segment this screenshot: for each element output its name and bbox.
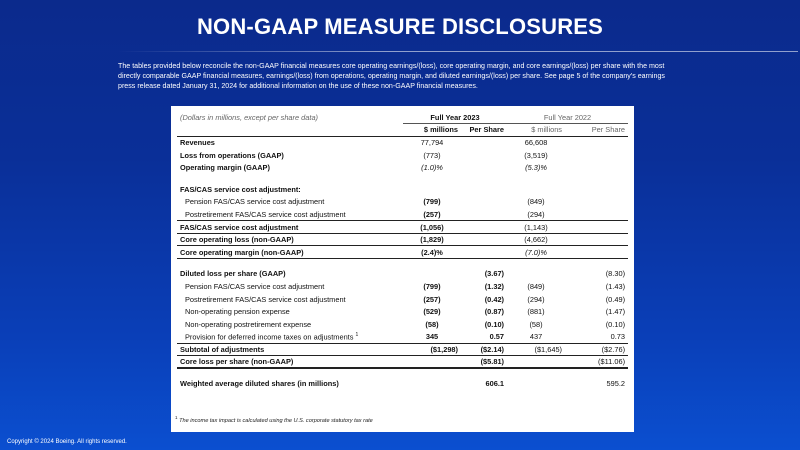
row-label: Diluted loss per share (GAAP) — [180, 269, 286, 279]
row-label: Non-operating postretirement expense — [185, 319, 312, 329]
footnote-mark: 1 — [175, 415, 178, 420]
table-row — [177, 293, 628, 306]
table-row — [177, 280, 628, 293]
cell-value: (799) — [423, 281, 441, 291]
cell-value: 0.57 — [489, 332, 505, 342]
table-row — [177, 183, 628, 196]
cell-value: (881) — [527, 307, 545, 317]
cell-value: (529) — [423, 307, 441, 317]
row-label: Non-operating pension expense — [185, 307, 290, 317]
cell-value: 345 — [425, 332, 439, 342]
table-footnote — [175, 415, 373, 424]
table-row — [177, 149, 628, 162]
cell-value: (294) — [527, 294, 545, 304]
cell-value: (7.0)% — [507, 246, 565, 259]
row-label: Pension FAS/CAS service cost adjustment — [185, 197, 325, 207]
cell-value: (4,662) — [507, 233, 565, 246]
cell-value: (2.4)% — [403, 246, 461, 259]
cell-value: 437 — [529, 332, 543, 342]
row-label: Operating margin (GAAP) — [180, 163, 270, 173]
table-header-row-1 — [177, 111, 628, 124]
cell-value: (3,519) — [524, 150, 548, 160]
cell-value: (1.43) — [605, 281, 626, 291]
cell-value: 606.1 — [485, 379, 505, 389]
reconciliation-table-panel — [171, 106, 634, 432]
intro-paragraph: The tables provided below reconcile the non-GAAP financial measures core operating earnings/(loss), core operating margin, and core earnings/(loss) per share with the most directly comparable GAAP financial measures, earnings/(loss) from operations, operating margin, and diluted earnings/(loss) per share. See page 5 of the company's earnings press release dated January 31, 2024 for additional information on the use of these non-GAAP financial measures. — [118, 62, 665, 90]
table-caption: (Dollars in millions, except per share data) — [180, 112, 319, 122]
cell-value: (0.10) — [605, 319, 626, 329]
cell-value: (58) — [425, 319, 439, 329]
header-millions-2023: $ millions — [403, 124, 461, 137]
table-row — [177, 305, 628, 318]
header-fy2022: Full Year 2022 — [507, 111, 628, 124]
row-label: Core operating margin (non-GAAP) — [177, 246, 403, 259]
cell-value: (0.87) — [484, 307, 505, 317]
cell-value: (5.3)% — [525, 163, 547, 173]
cell-value: (0.10) — [484, 319, 505, 329]
cell-value: ($11.06) — [565, 356, 628, 369]
table-row — [177, 196, 628, 209]
cell-value: (8.30) — [605, 269, 626, 279]
footnote-ref: 1 — [355, 331, 359, 338]
table-row — [177, 246, 628, 259]
cell-value: (0.49) — [605, 294, 626, 304]
cell-value: (0.42) — [484, 294, 505, 304]
row-label: FAS/CAS service cost adjustment: — [180, 184, 301, 194]
row-label — [177, 331, 403, 344]
row-label: Revenues — [180, 138, 215, 148]
row-label: Loss from operations (GAAP) — [180, 150, 284, 160]
row-label: Pension FAS/CAS service cost adjustment — [185, 281, 325, 291]
cell-value: (257) — [423, 209, 441, 219]
cell-value: ($1,645) — [507, 343, 565, 356]
table-row — [177, 161, 628, 174]
footnote-text: The income tax impact is calculated using the U.S. corporate statutory tax rate — [179, 417, 373, 424]
cell-value: (1.47) — [605, 307, 626, 317]
table-row — [177, 318, 628, 331]
cell-value: ($2.14) — [461, 343, 507, 356]
cell-value: (849) — [527, 281, 545, 291]
header-per-share-2022: Per Share — [565, 124, 628, 137]
table-row — [177, 331, 628, 344]
table-row — [177, 377, 628, 390]
cell-value: (58) — [529, 319, 543, 329]
cell-value: (1,829) — [403, 233, 461, 246]
row-label: Postretirement FAS/CAS service cost adjustment — [185, 209, 346, 219]
cell-value: ($5.81) — [461, 356, 507, 369]
row-label: Core operating loss (non-GAAP) — [177, 233, 403, 246]
cell-value: (773) — [423, 150, 441, 160]
header-fy2023: Full Year 2023 — [403, 111, 507, 124]
row-label: Postretirement FAS/CAS service cost adjustment — [185, 294, 346, 304]
cell-value: 595.2 — [606, 379, 626, 389]
row-label-text: Provision for deferred income taxes on adjustments — [185, 332, 354, 342]
reconciliation-table — [177, 111, 628, 390]
table-row — [177, 221, 628, 234]
cell-value: (1.0)% — [421, 163, 443, 173]
table-row — [177, 208, 628, 221]
cell-value: (1,056) — [403, 221, 461, 234]
row-label: Subtotal of adjustments — [177, 343, 403, 356]
title-divider — [118, 51, 798, 52]
row-label: FAS/CAS service cost adjustment — [177, 221, 403, 234]
cell-value: (3.67) — [484, 269, 505, 279]
cell-value: 77,794 — [420, 138, 444, 148]
cell-value: (257) — [423, 294, 441, 304]
cell-value: 66,608 — [524, 138, 548, 148]
row-label: Weighted average diluted shares (in millions) — [180, 379, 339, 389]
cell-value: (1.32) — [484, 281, 505, 291]
table-row — [177, 268, 628, 281]
row-label: Core loss per share (non-GAAP) — [177, 356, 403, 369]
cell-value: (849) — [527, 197, 545, 207]
cell-value: (294) — [527, 209, 545, 219]
cell-value: (799) — [423, 197, 441, 207]
table-row — [177, 233, 628, 246]
header-millions-2022: $ millions — [507, 124, 565, 137]
table-row — [177, 356, 628, 369]
cell-value: ($2.76) — [565, 343, 628, 356]
table-row — [177, 136, 628, 149]
copyright-notice: Copyright © 2024 Boeing. All rights reserved. — [7, 439, 127, 445]
cell-value: (1,143) — [507, 221, 565, 234]
cell-value: 0.73 — [610, 332, 626, 342]
table-row — [177, 343, 628, 356]
header-per-share-2023: Per Share — [461, 124, 507, 137]
page-title: NON-GAAP MEASURE DISCLOSURES — [196, 14, 604, 39]
cell-value: ($1,298) — [403, 343, 461, 356]
table-header-row-2 — [177, 124, 628, 137]
